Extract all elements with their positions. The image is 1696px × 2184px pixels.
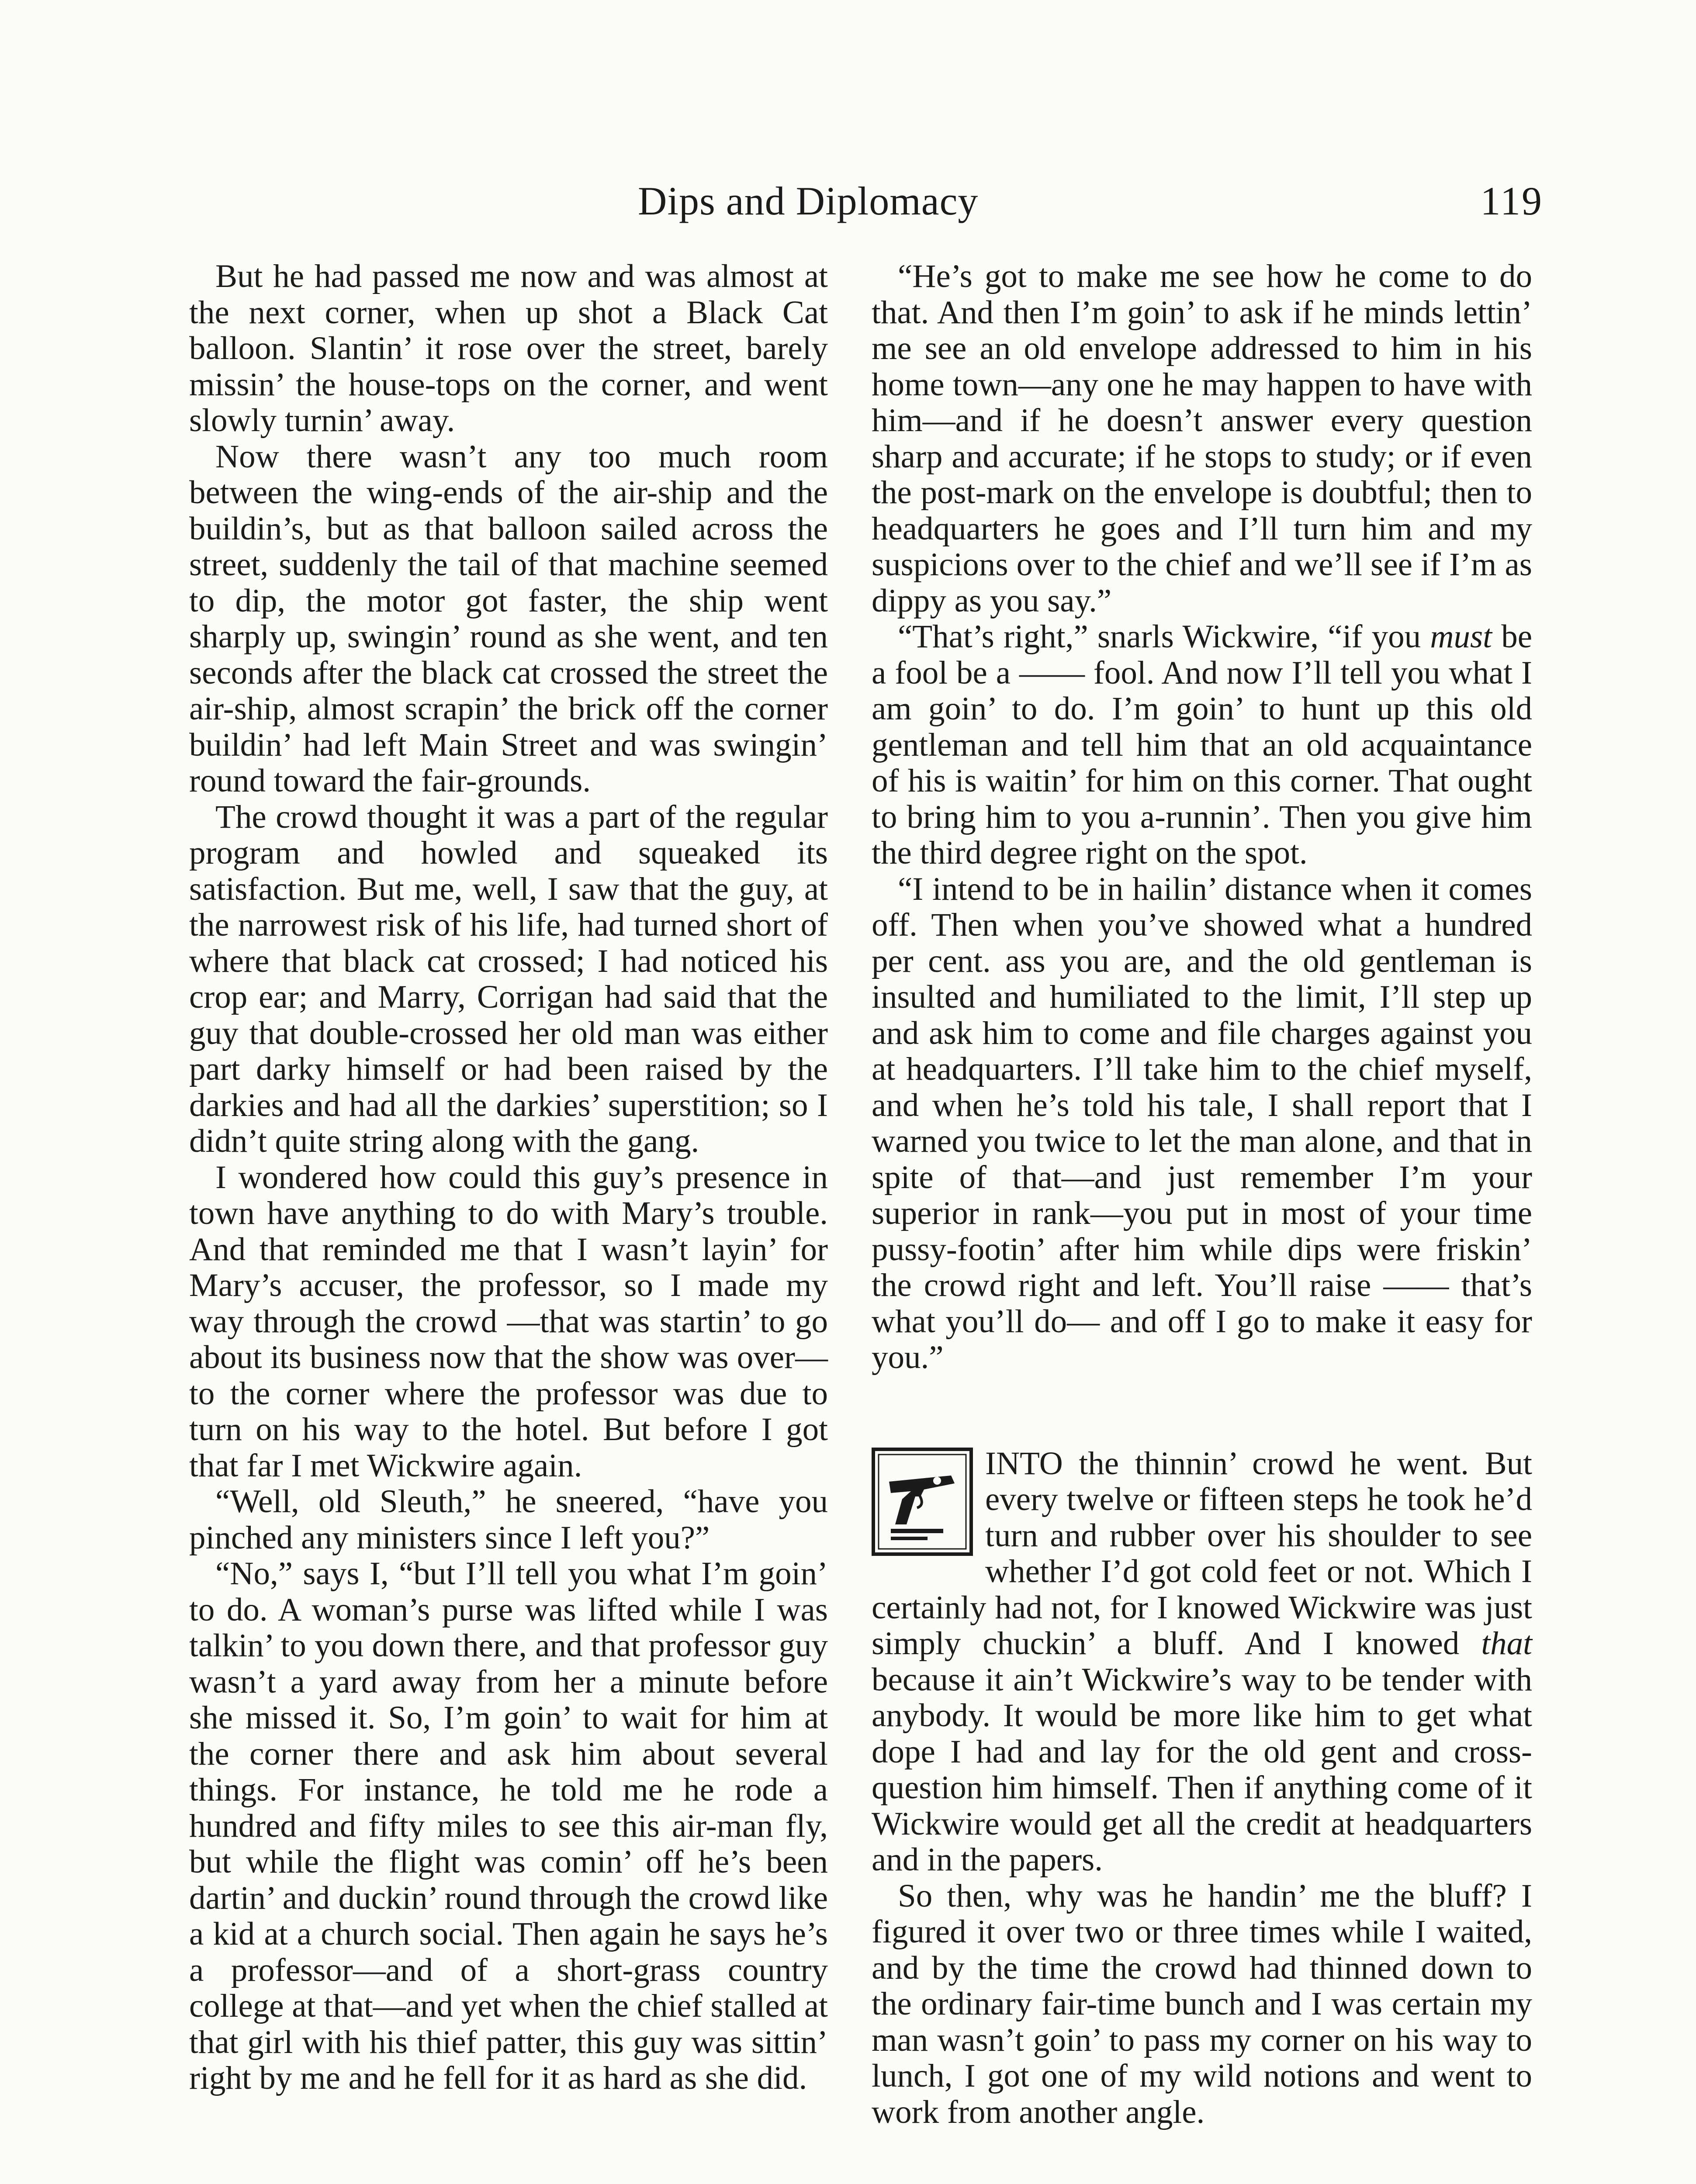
paragraph: “No,” says I, “but I’ll tell you what I’m goin’ to do. A woman’s purse was lifted while I was talkin’ to you down there, and that professor guy wasn’t a yard away from her a minute before she missed it. So, I’m goin’ to wait for him at the corner there and ask him about several things. For instance, he told me he rode a hundred and fifty miles to see this air-man fly, but while the flight was comin’ off he’s been dartin’ and duckin’ round through the crowd like a kid at a church social. Then again he says he’s a professor—and of a short-grass country college at that—and yet when the chief stalled at that girl with his thief patter, this guy was sittin’ right by me and he fell for it as hard as she did. — [189, 1555, 828, 2096]
running-head — [0, 173, 1696, 229]
paragraph: “I intend to be in hailin’ distance when it comes off. Then when you’ve showed what a hundred per cent. ass you are, and the old gentleman is insulted and humiliated to the limit, I’ll step up and ask him to come and file charges against you at headquarters. I’ll take him to the chief myself, and when he’s told his tale, I shall report that I warned you twice to let the man alone, and that in spite of that—and just remember I’m your superior in rank—you put in most of your time pussy-footin’ after him while dips were friskin’ the crowd right and left. You’ll raise —— that’s what you’ll do— and off I go to make it easy for you.” — [872, 871, 1532, 1375]
chapter-title: Dips and Diplomacy — [638, 179, 979, 223]
italic-word: must — [1430, 619, 1492, 655]
paragraph: Now there wasn’t any too much room between the wing-ends of the air-ship and the buildin’s, but as that balloon sailed across the street, suddenly the tail of that machine seemed to dip, the motor got faster, the ship went sharply up, swingin’ round as she went, and ten seconds after the black cat crossed the street the air-ship, almost scrapin’ the brick off the corner buildin’ had left Main Street and was swingin’ round toward the fair-grounds. — [189, 438, 828, 799]
text-run: INTO the thinnin’ crowd he went. But every twelve or fifteen steps he took he’d turn and rubber over his shoulder to see whether I’d got cold feet or not. Which I certainly had not, for I knowed Wickwire was just simply chuckin’ a bluff. And I knowed — [872, 1445, 1532, 1662]
paragraph: But he had passed me now and was almost at the next corner, when up shot a Black Cat balloon. Slantin’ it rose over the street, barely missin’ the house-tops on the corner, and went slowly turnin’ away. — [189, 258, 828, 439]
left-column — [189, 259, 828, 2097]
right-column — [872, 259, 1532, 2130]
pistol-illustration-icon — [872, 1448, 973, 1556]
page-number: 119 — [1480, 179, 1543, 223]
section-opening — [872, 1446, 1532, 1878]
paragraph — [872, 619, 1532, 871]
paragraph: “Well, old Sleuth,” he sneered, “have you pinched any ministers since I left you?” — [189, 1483, 828, 1556]
paragraph: So then, why was he handin’ me the bluff? I figured it over two or three times while I waited, and by the time the crowd had thinned down to the ordinary fair-time bunch and I was certain my man wasn’t goin’ to pass my corner on his way to lunch, I got one of my wild notions and went to work from another angle. — [872, 1877, 1532, 2130]
italic-word: that — [1481, 1625, 1533, 1662]
paragraph: The crowd thought it was a part of the regular program and howled and squeaked its satisfaction. But me, well, I saw that the guy, at the narrowest risk of his life, had turned short of where that black cat crossed; I had noticed his crop ear; and Marry, Corrigan had said that the guy that double-crossed her old man was either part darky himself or had been raised by the darkies and had all the darkies’ superstition; so I didn’t quite string along with the gang. — [189, 798, 828, 1159]
text-run: “That’s right,” snarls Wickwire, “if you — [898, 619, 1421, 655]
text-run: because it ain’t Wickwire’s way to be tender with anybody. It would be more like him to get what dope I had and lay for the old gent and cross-question him himself. Then if anything come of it Wickwire would get all the credit at headquarters and in the papers. — [872, 1661, 1532, 1878]
paragraph: “He’s got to make me see how he come to do that. And then I’m goin’ to ask if he minds lettin’ me see an old envelope addressed to him in his home town—any one he may happen to have with him—and if he doesn’t answer every question sharp and accurate; if he stops to study; or if even the post-mark on the envelope is doubtful; then to headquarters he goes and I’ll turn him and my suspicions over to the chief and we’ll see if I’m as dippy as you say.” — [872, 258, 1532, 619]
paragraph: I wondered how could this guy’s presence in town have anything to do with Mary’s trouble. And that reminded me that I wasn’t layin’ for Mary’s accuser, the professor, so I made my way through the crowd —that was startin’ to go about its business now that the show was over—to the corner where the professor was due to turn on his way to the hotel. But before I got that far I met Wickwire again. — [189, 1159, 828, 1484]
text-run: be a fool be a —— fool. And now I’ll tell you what I am goin’ to do. I’m goin’ to hunt up this old gentleman and tell him that an old acquaintance of his is waitin’ for him on this corner. That ought to bring him to you a-runnin’. Then you give him the third degree right on the spot. — [872, 619, 1532, 871]
